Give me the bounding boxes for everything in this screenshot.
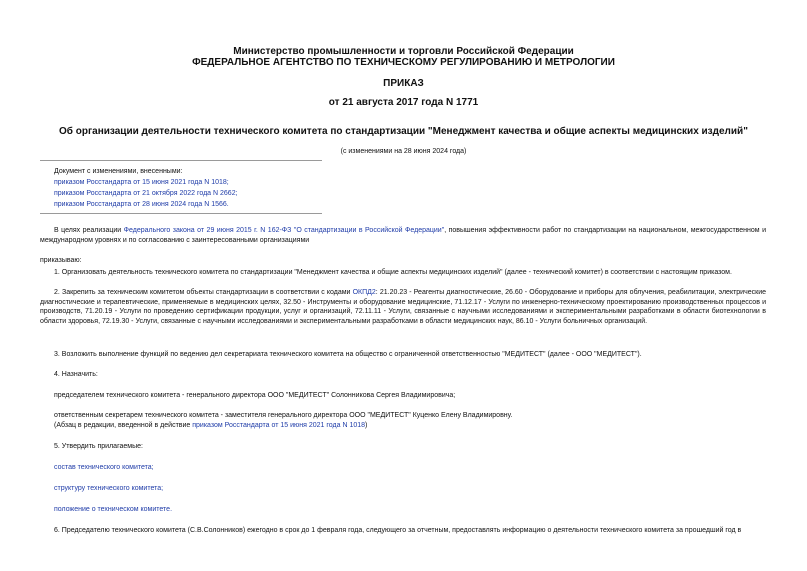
item-3: 3. Возложить выполнение функций по ведению дел секретариата технического комитета на общество с ограниченной ответственностью "МЕДИТЕСТ" (далее - ООО "МЕДИТЕСТ"). <box>54 351 642 358</box>
item-4-note-link[interactable]: приказом Росстандарта от 15 июня 2021 года N 1018 <box>192 422 366 429</box>
order-word: приказываю: <box>40 257 82 264</box>
document-type: ПРИКАЗ <box>383 78 424 89</box>
change-link-2024[interactable]: приказом Росстандарта от 28 июня 2024 года N 1566. <box>54 201 229 208</box>
changes-intro: Документ с изменениями, внесенными: <box>54 168 183 175</box>
composition-link[interactable]: состав технического комитета; <box>54 464 154 471</box>
bottom-divider <box>40 213 322 214</box>
item-4-secretary: ответственным секретарем технического комитета - заместителя генерального директора ООО "МЕДИТЕСТ" Куценко Елену Владимировну. <box>54 412 513 419</box>
federal-law-link[interactable]: Федерального закона от 29 июня 2015 г. N 162-ФЗ "О стандартизации в Российской Федерации" <box>123 227 445 234</box>
document-date: от 21 августа 2017 года N 1771 <box>328 97 479 108</box>
top-divider <box>40 160 322 161</box>
regulation-link[interactable]: положение о техническом комитете. <box>54 506 173 513</box>
change-link-2021[interactable]: приказом Росстандарта от 15 июня 2021 года N 1018; <box>54 179 229 186</box>
item-5-regulation <box>54 505 780 515</box>
preamble: В целях реализации Федерального закона от 29 июня 2015 г. N 162-ФЗ "О стандартизации в Российской Федерации", повышения эффективности работ по стандартизации на национальном, межгосударственном и международном уровнях и по согласованию с заинтересованными организациями <box>40 227 766 244</box>
item-5-composition <box>54 463 780 473</box>
item-5: 5. Утвердить прилагаемые: <box>54 443 143 450</box>
changes-list <box>54 166 238 210</box>
ministry-name: Министерство промышленности и торговли Российской Федерации <box>233 46 574 57</box>
revision-note: (с изменениями на 28 июня 2024 года) <box>340 148 467 155</box>
item-2: 2. Закрепить за техническим комитетом объекты стандартизации в соответствии с кодами ОКПД2: 21.20.23 - Реагенты диагностические, 26.60 - Оборудование и приборы для облучения, реабилитации, электрические диагностические и терапевтические, применяемые в медицинских целях, 32.50 - Инструменты и оборудование медицинские, 71.12.17 - Услуги по инженерно-техническому проектированию производственных процессов и производств, 71.20.19 - Услуги по проведению сертификации продукции, услуг и организаций, 72.11.11 - Услуги, связанные с научными исследованиями и экспериментальными разработками в области биотехнологии в области здоровья, 72.19.30 - Услуги, связанные с научными исследованиями и экспериментальными разработками в области медицинских наук, 86.10 - Услуги больничных организаций. <box>40 289 766 325</box>
item-4-chair: председателем технического комитета - генерального директора ООО "МЕДИТЕСТ" Солонникова Сергея Владимировича; <box>54 392 456 399</box>
item-6: 6. Председателю технического комитета (С.В.Солонников) ежегодно в срок до 1 февраля года, следующего за отчетным, предоставлять информацию о деятельности технического комитета за прошедший год в <box>54 527 742 534</box>
item-4: 4. Назначить: <box>54 371 98 378</box>
document-title: Об организации деятельности технического комитета по стандартизации "Менеджмент качества и общие аспекты медицинских изделий" <box>59 126 748 137</box>
item-5-structure <box>54 484 780 494</box>
item-1: 1. Организовать деятельность технического комитета по стандартизации "Менеджмент качества и общие аспекты медицинских изделий" (далее - технический комитет) в соответствии с настоящим приказом. <box>54 269 732 276</box>
okpd2-link[interactable]: ОКПД2 <box>352 289 376 296</box>
agency-name: ФЕДЕРАЛЬНОЕ АГЕНТСТВО ПО ТЕХНИЧЕСКОМУ РЕГУЛИРОВАНИЮ И МЕТРОЛОГИИ <box>192 57 615 68</box>
structure-link[interactable]: структуру технического комитета; <box>54 485 164 492</box>
change-link-2022[interactable]: приказом Росстандарта от 21 октября 2022 года N 2662; <box>54 190 238 197</box>
item-4-note: (Абзац в редакции, введенной в действие приказом Росстандарта от 15 июня 2021 года N 1018) <box>54 422 368 429</box>
